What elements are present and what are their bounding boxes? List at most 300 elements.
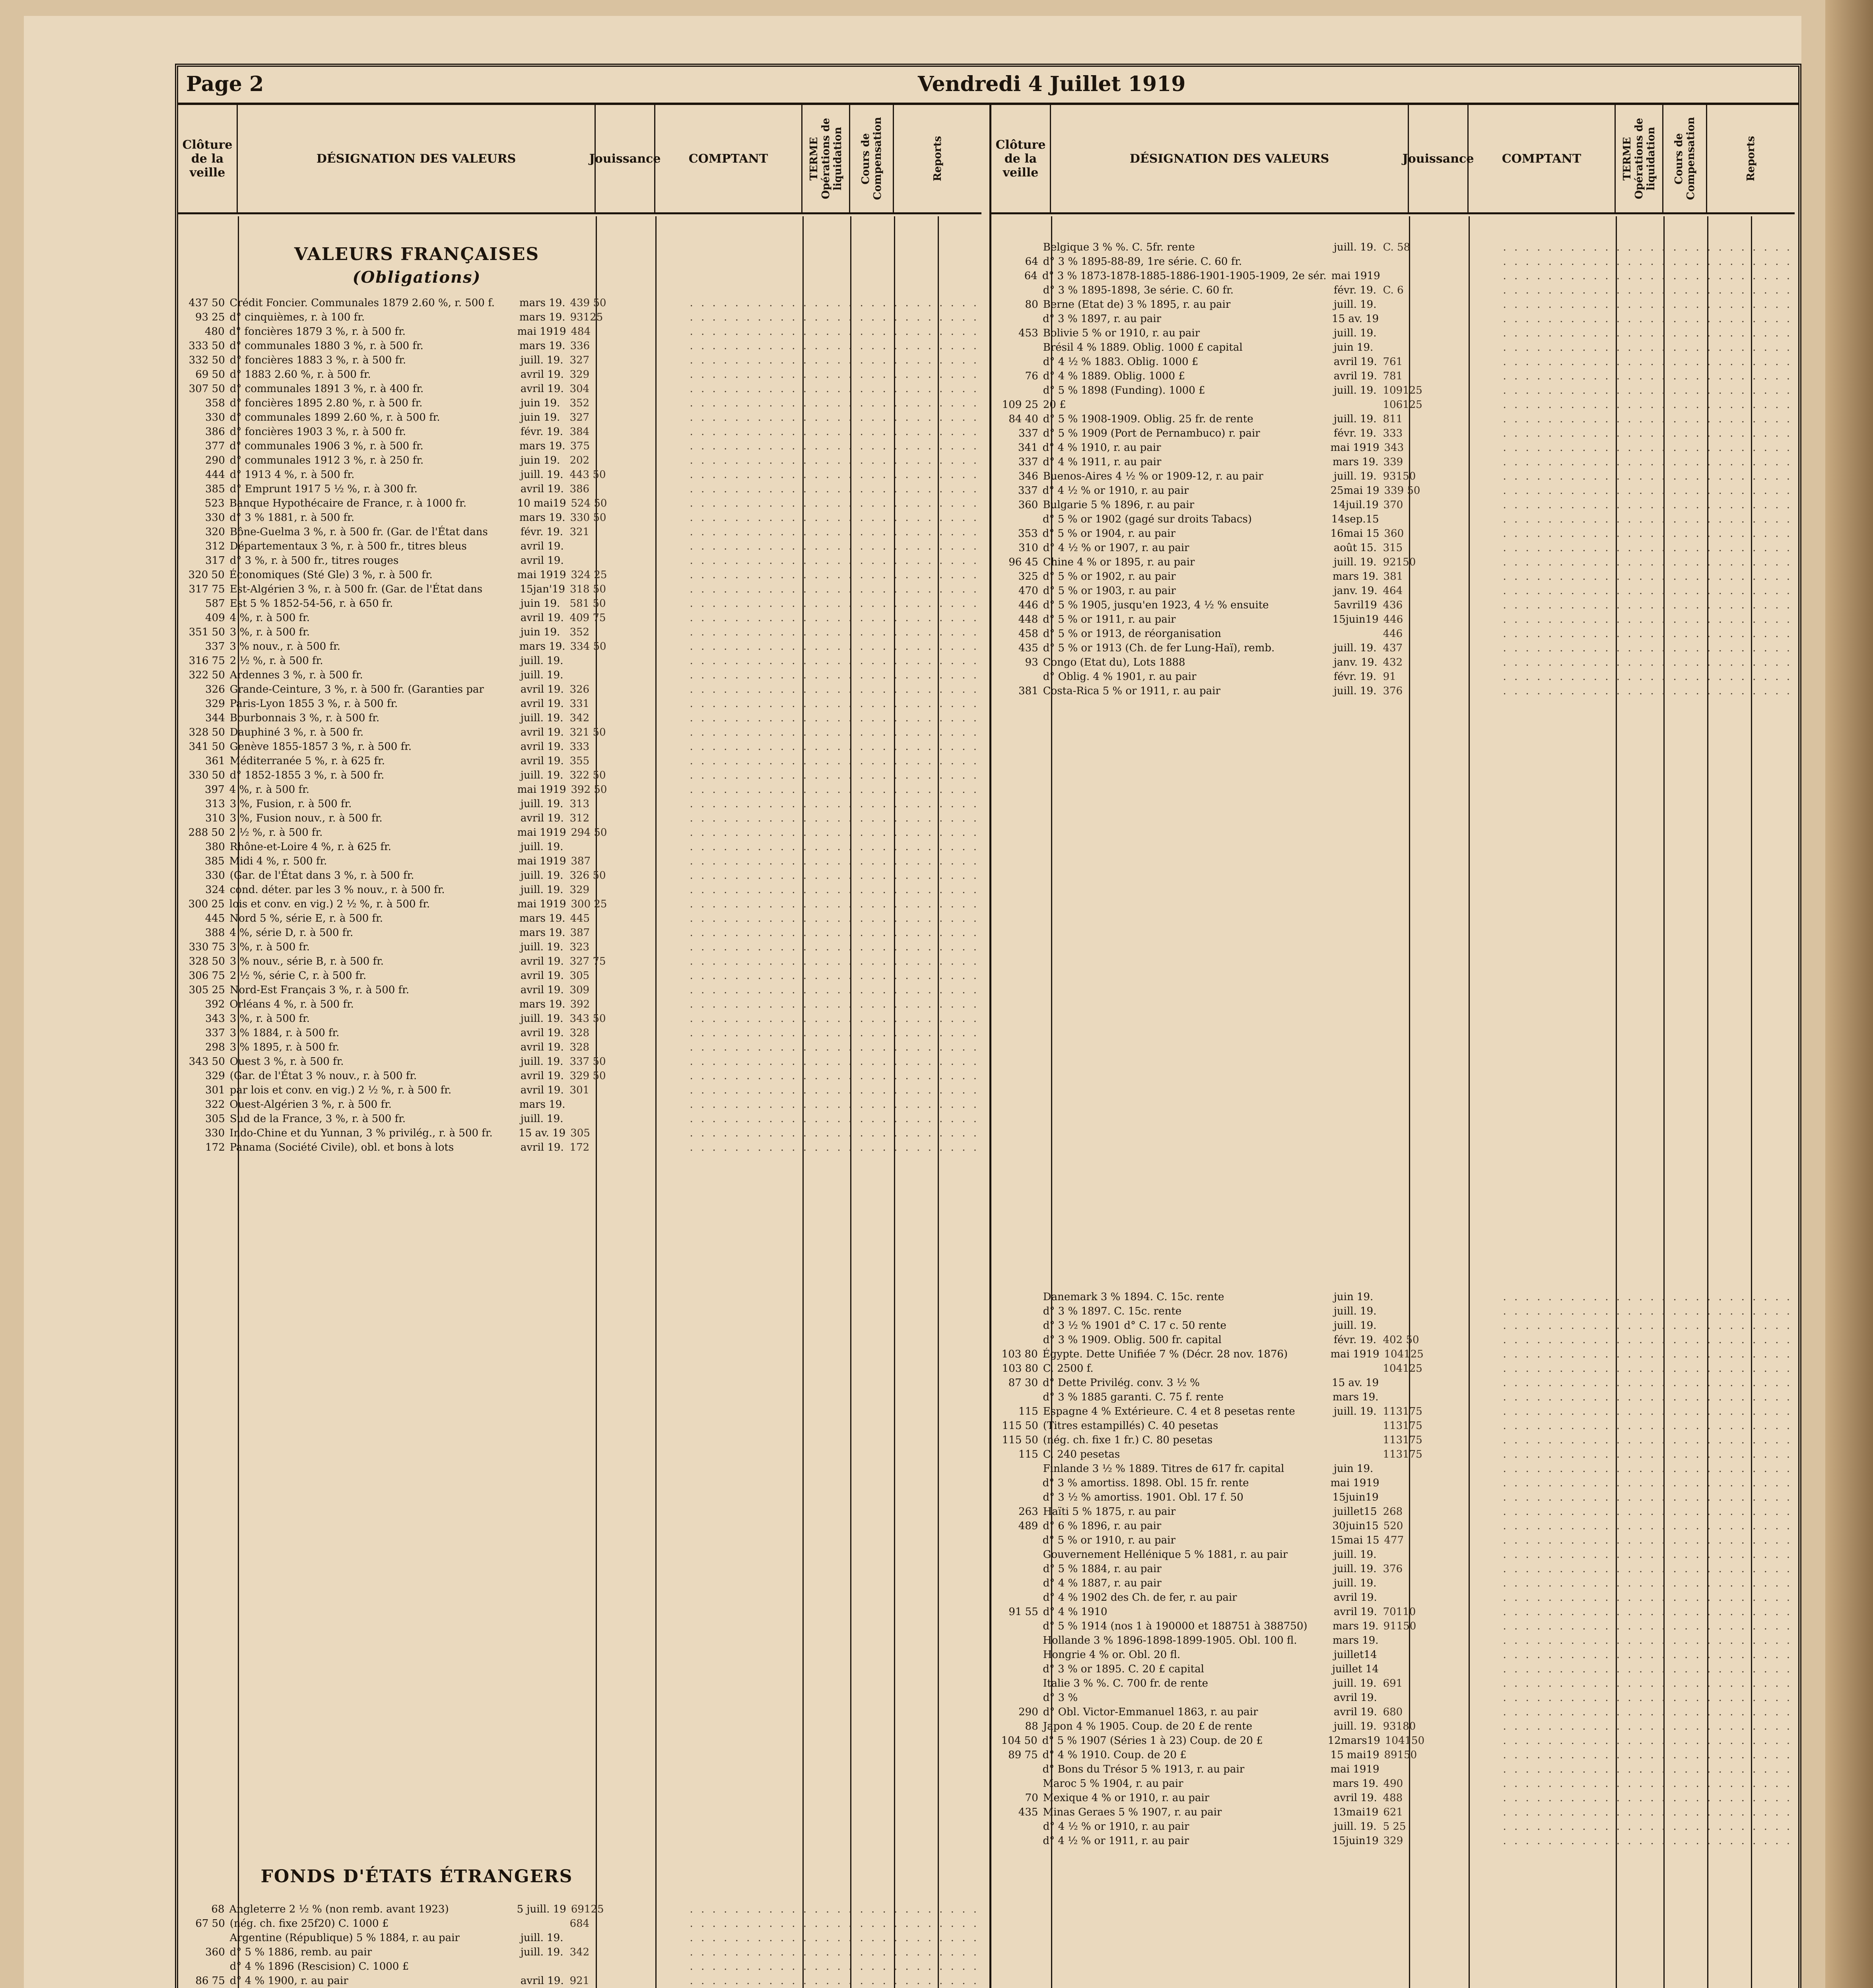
jouissance-date (1331, 254, 1381, 269)
comptant-price: 326 50 (569, 870, 606, 881)
listing-row (178, 1974, 981, 1988)
jouissance-date: févr. 19. (1333, 427, 1376, 439)
cloture-value (991, 1390, 1040, 1404)
listing-row (991, 655, 1795, 670)
jouissance-date: juill. 19. (520, 669, 563, 681)
security-designation: Ouest-Algérien 3 %, r. à 500 fr. (229, 1099, 392, 1110)
jouissance-date: 16mai 15 (1330, 528, 1379, 540)
leader-dots: . . . . . . . . . . . . . . . . . . . . . . . . . . (690, 827, 979, 839)
comptant-price: 309 (569, 984, 590, 996)
comptant-price: 327 75 (569, 955, 606, 967)
leader-dots: . . . . . . . . . . . . . . . . . . . . . . . . . . (1503, 1620, 1792, 1632)
listing-row (991, 1333, 1795, 1347)
leader-dots: . . . . . . . . . . . . . . . . . . . . . . . . . . (690, 483, 979, 495)
security-designation: d° 5 % 1907 (Séries 1 à 23) Coup. de 20 £ (1042, 1735, 1263, 1747)
comptant-price (1381, 1691, 1501, 1705)
jouissance-date: mai 1919 (1331, 270, 1380, 282)
cloture-value: 380 (205, 841, 225, 853)
security-designation: d° Emprunt 1917 5 ½ %, r. à 300 fr. (229, 483, 418, 495)
comptant-price: 376 (1383, 1563, 1403, 1575)
listing-row (991, 1748, 1795, 1762)
cloture-value: 322 (205, 1099, 225, 1110)
jouissance-date: avril 19. (520, 683, 564, 695)
comptant-price: 328 (569, 1027, 590, 1039)
listing-row (178, 969, 981, 983)
cloture-value: 70 (1025, 1792, 1038, 1804)
security-designation: d° 3 % 1895-1898, 3e série. C. 60 fr. (1043, 284, 1234, 296)
listing-row (178, 310, 981, 324)
cloture-value (991, 1691, 1041, 1705)
security-designation: Indo-Chine et du Yunnan, 3 % privilég., r. à 500 fr. (229, 1127, 493, 1139)
security-designation: d° 4 ½ % or 1907, r. au pair (1043, 542, 1189, 554)
jouissance-date: 30juin15 (1332, 1520, 1379, 1532)
listing-row (991, 1347, 1795, 1361)
jouissance-date: mai 1919 (1330, 1348, 1379, 1360)
jouissance-date: mai 1919 (517, 569, 566, 581)
cloture-value: 360 (1018, 499, 1038, 511)
leader-dots: . . . . . . . . . . . . . . . . . . . . . . . . . . (1503, 1706, 1792, 1718)
security-designation: Buenos-Aires 4 ½ % or 1909-12, r. au pair (1043, 470, 1263, 482)
cloture-value: 104 50 (1001, 1735, 1038, 1747)
cloture-value: 392 (205, 998, 225, 1010)
jouissance-date: avril 19. (520, 741, 564, 753)
security-designation: 3 %, r. à 500 fr. (229, 1013, 310, 1025)
comptant-price: C. 6 (1383, 284, 1404, 296)
leader-dots: . . . . . . . . . . . . . . . . . . . . . . . . . . (1503, 556, 1792, 568)
leader-dots: . . . . . . . . . . . . . . . . . . . . . . . . . . (690, 569, 979, 581)
left-rows-b (178, 1902, 981, 1988)
listing-row (991, 598, 1795, 612)
leader-dots: . . . . . . . . . . . . . . . . . . . . . . . . . . (1503, 485, 1792, 497)
security-designation: d° 5 % 1898 (Funding). 1000 £ (1043, 384, 1205, 396)
jouissance-date: avril 19. (1333, 356, 1377, 368)
listing-row (991, 469, 1795, 483)
leader-dots: . . . . . . . . . . . . . . . . . . . . . . . . . . (1503, 1305, 1792, 1317)
comptant-price (1381, 1662, 1501, 1676)
cloture-value: 317 75 (188, 583, 225, 595)
comptant-price: 680 (1383, 1706, 1403, 1718)
cloture-value: 453 (1018, 327, 1038, 339)
security-designation: d° foncières 1883 3 %, r. à 500 fr. (229, 354, 406, 366)
leader-dots: . . . . . . . . . . . . . . . . . . . . . . . . . . (690, 598, 979, 610)
cloture-value: 86 75 (195, 1975, 225, 1987)
header-designation: DÉSIGNATION DES VALEURS (238, 105, 596, 212)
comptant-price: 387 (571, 855, 591, 867)
jouissance-date: juin 19. (1333, 1291, 1374, 1303)
comptant-price: 445 (570, 912, 590, 924)
section-title: FONDS D'ÉTATS ÉTRANGERS (260, 1866, 573, 1887)
listing-row (991, 1519, 1795, 1533)
listing-row (178, 825, 981, 840)
cloture-value: 310 (1018, 542, 1038, 554)
header-designation: DÉSIGNATION DES VALEURS (1051, 105, 1409, 212)
listing-row (178, 496, 981, 511)
comptant-price: 113175 (1383, 1420, 1422, 1432)
jouissance-date: mars 19. (519, 512, 565, 524)
leader-dots: . . . . . . . . . . . . . . . . . . . . . . . . . . (1503, 1520, 1793, 1532)
jouissance-date: mars 19. (1333, 1635, 1379, 1646)
cloture-value (991, 1476, 1040, 1490)
listing-row (178, 1083, 981, 1097)
comptant-price: 355 (569, 755, 590, 767)
leader-dots: . . . . . . . . . . . . . . . . . . . . . . . . . . (690, 497, 979, 509)
comptant-price: 113175 (1383, 1406, 1422, 1417)
leader-dots: . . . . . . . . . . . . . . . . . . . . . . . . . . (690, 1056, 979, 1068)
leader-dots: . . . . . . . . . . . . . . . . . . . . . . . . . . (690, 1013, 979, 1025)
jouissance-date: avril 19. (520, 483, 564, 495)
comptant-price: 781 (1383, 370, 1403, 382)
cloture-value (991, 383, 1041, 398)
leader-dots: . . . . . . . . . . . . . . . . . . . . . . . . . . (1503, 284, 1792, 296)
comptant-price: 323 (569, 941, 590, 953)
security-designation: Économiques (Sté Gle) 3 %, r. à 500 fr. (229, 569, 433, 581)
jouissance-date: avril 19. (520, 1975, 564, 1987)
comptant-price: 321 50 (569, 726, 606, 738)
leader-dots: . . . . . . . . . . . . . . . . . . . . . . . . . . (690, 469, 979, 481)
comptant-price: 761 (1383, 356, 1403, 368)
jouissance-date: juill. 19. (1333, 299, 1377, 311)
cloture-value: 115 50 (1002, 1420, 1038, 1432)
security-designation: Finlande 3 ½ % 1889. Titres de 617 fr. capital (1043, 1463, 1284, 1475)
comptant-price: 437 (1383, 642, 1403, 654)
leader-dots: . . . . . . . . . . . . . . . . . . . . . . . . . . (1503, 1434, 1792, 1446)
left-table-header (178, 105, 981, 214)
leader-dots: . . . . . . . . . . . . . . . . . . . . . . . . . . (1503, 1506, 1792, 1518)
security-designation: (Gar. de l'État 3 % nouv., r. à 500 fr. (229, 1070, 417, 1082)
comptant-price: 318 50 (570, 583, 606, 595)
cloture-value: 444 (205, 469, 225, 481)
cloture-value: 288 50 (188, 827, 225, 839)
security-designation: d° 5 % or 1911, r. au pair (1043, 613, 1176, 625)
comptant-price: 392 (570, 998, 590, 1010)
leader-dots: . . . . . . . . . . . . . . . . . . . . . . . . . . (1503, 1735, 1792, 1747)
leader-dots: . . . . . . . . . . . . . . . . . . . . . . . . . . (690, 970, 979, 982)
security-designation: Orléans 4 %, r. à 500 fr. (229, 998, 354, 1010)
comptant-price: 305 (570, 1127, 590, 1139)
listing-row (991, 612, 1795, 627)
listing-row (991, 627, 1795, 641)
comptant-price: 484 (571, 326, 591, 338)
jouissance-date (518, 1916, 567, 1931)
security-designation: Bulgarie 5 % 1896, r. au pair (1043, 499, 1195, 511)
comptant-price: 384 (569, 426, 590, 438)
leader-dots: . . . . . . . . . . . . . . . . . . . . . . . . . . (690, 1084, 979, 1096)
cloture-value: 87 30 (1008, 1377, 1038, 1389)
comptant-price (567, 840, 688, 854)
leader-dots: . . . . . . . . . . . . . . . . . . . . . . . . . . (690, 784, 979, 796)
leader-dots: . . . . . . . . . . . . . . . . . . . . . . . . . . (690, 898, 979, 910)
jouissance-date: juill. 19. (1333, 1406, 1377, 1417)
leader-dots: . . . . . . . . . . . . . . . . . . . . . . . . . . (690, 1932, 979, 1944)
comptant-price: 370 (1383, 499, 1403, 511)
security-designation: d° 1913 4 %, r. à 500 fr. (229, 469, 355, 481)
jouissance-date: juill. 19. (1333, 1563, 1377, 1575)
jouissance-date: juill. 19. (1333, 1677, 1377, 1689)
comptant-price: 313 (569, 798, 590, 810)
leader-dots: . . . . . . . . . . . . . . . . . . . . . . . . . . (690, 397, 979, 409)
comptant-price: 402 50 (1383, 1334, 1419, 1346)
comptant-price (1381, 1318, 1501, 1333)
comptant-price: 333 (1383, 427, 1403, 439)
security-designation: 3 %, r. à 500 fr. (229, 941, 310, 953)
leader-dots: . . . . . . . . . . . . . . . . . . . . . . . . . . (1503, 1549, 1792, 1561)
comptant-price: 524 50 (571, 497, 607, 509)
leader-dots: . . . . . . . . . . . . . . . . . . . . . . . . . . (690, 383, 979, 395)
leader-dots: . . . . . . . . . . . . . . . . . . . . . . . . . . (1503, 513, 1792, 525)
security-designation: Hongrie 4 % or. Obl. 20 fl. (1043, 1649, 1181, 1661)
right-table-header (991, 105, 1795, 214)
listing-row (991, 1734, 1795, 1748)
jouissance-date: 15juin19 (1332, 613, 1379, 625)
security-designation: d° 4 % 1889. Oblig. 1000 £ (1043, 370, 1185, 382)
cloture-value (991, 283, 1041, 297)
security-designation: Rhône-et-Loire 4 %, r. à 625 fr. (229, 841, 391, 853)
comptant-price: 268 (1383, 1506, 1403, 1518)
listing-row (178, 396, 981, 410)
jouissance-date: juill. 19. (520, 870, 563, 881)
cloture-value: 320 (205, 526, 225, 538)
cloture-value (991, 1676, 1041, 1691)
security-designation: d° 5 % 1886, remb. au pair (229, 1946, 372, 1958)
cloture-value: 290 (1018, 1706, 1038, 1718)
security-designation: d° 4 % 1902 des Ch. de fer, r. au pair (1043, 1592, 1237, 1604)
listing-row (991, 1705, 1795, 1719)
jouissance-date: juill. 19. (1333, 384, 1377, 396)
listing-row (178, 954, 981, 969)
security-designation: d° communales 1912 3 %, r. à 250 fr. (229, 454, 424, 466)
listing-row (991, 1447, 1795, 1462)
comptant-price (1381, 297, 1501, 312)
cloture-value: 337 (205, 1027, 225, 1039)
jouissance-date: 15 av. 19 (1332, 313, 1379, 325)
cloture-value: 103 80 (1002, 1363, 1038, 1375)
cloture-value: 330 (205, 870, 225, 881)
leader-dots: . . . . . . . . . . . . . . . . . . . . . . . . . . (690, 354, 979, 366)
comptant-price: 327 (569, 354, 590, 366)
listing-row (178, 1097, 981, 1112)
security-designation: d° 4 % 1900, r. au pair (229, 1975, 348, 1987)
listing-row (178, 568, 981, 582)
jouissance-date: mai 1919 (1330, 1763, 1379, 1775)
cloture-value: 91 55 (1008, 1606, 1038, 1618)
jouissance-date: avril 19. (520, 612, 564, 624)
jouissance-date: mai 1919 (517, 326, 566, 338)
cloture-value (991, 1533, 1040, 1547)
listing-row (991, 1376, 1795, 1390)
comptant-price: 490 (1383, 1778, 1403, 1790)
security-designation: Méditerranée 5 %, r. à 625 fr. (229, 755, 385, 767)
security-designation: d° 5 % 1884, r. au pair (1043, 1563, 1162, 1575)
security-designation: d° 5 % 1909 (Port de Pernambuco) r. pair (1043, 427, 1260, 439)
cloture-value (991, 670, 1041, 684)
comptant-price: 106125 (1383, 399, 1422, 411)
comptant-price: 172 (569, 1142, 590, 1153)
comptant-price: 300 25 (571, 898, 607, 910)
listing-row (178, 1916, 981, 1931)
listing-row (991, 670, 1795, 684)
listing-row (178, 768, 981, 782)
cloture-value: 93 25 (195, 311, 225, 323)
security-designation: 4 %, r. à 500 fr. (229, 784, 309, 796)
cloture-value (178, 1959, 227, 1974)
security-designation: 2 ½ %, r. à 500 fr. (229, 827, 323, 839)
jouissance-date: mars 19. (519, 998, 565, 1010)
comptant-price: 109125 (1383, 384, 1422, 396)
cloture-value: 115 50 (1002, 1434, 1038, 1446)
listing-row (178, 668, 981, 682)
security-designation: Paris-Lyon 1855 3 %, r. à 500 fr. (229, 698, 398, 710)
listing-row (178, 1054, 981, 1069)
comptant-price: 520 (1383, 1520, 1403, 1532)
comptant-price (1381, 1304, 1501, 1318)
jouissance-date: mai 1919 (517, 855, 566, 867)
leader-dots: . . . . . . . . . . . . . . . . . . . . . . . . . . (690, 741, 979, 753)
leader-dots: . . . . . . . . . . . . . . . . . . . . . . . . . . (1503, 1377, 1792, 1389)
cloture-value: 93 (1025, 656, 1038, 668)
security-designation: Belgique 3 % %. C. 5fr. rente (1043, 241, 1195, 253)
header-reports: Reports (932, 136, 944, 182)
security-designation: d° communales 1906 3 %, r. à 500 fr. (229, 440, 424, 452)
comptant-price: 304 (569, 383, 590, 395)
cloture-value: 351 50 (188, 626, 225, 638)
leader-dots: . . . . . . . . . . . . . . . . . . . . . . . . . . (690, 870, 979, 881)
stock-listing-sheet (175, 64, 1801, 1988)
comptant-price: 330 50 (570, 512, 606, 524)
comptant-price: 392 50 (571, 784, 607, 796)
cloture-value: 67 50 (195, 1918, 225, 1930)
comptant-price: 89150 (1384, 1749, 1417, 1761)
jouissance-date: mars 19. (1333, 1620, 1379, 1632)
security-designation: Ouest 3 %, r. à 500 fr. (229, 1056, 344, 1068)
leader-dots: . . . . . . . . . . . . . . . . . . . . . . . . . . (690, 1113, 979, 1125)
listing-row (991, 1819, 1795, 1834)
cloture-value (991, 1462, 1041, 1476)
comptant-price: 334 50 (570, 641, 606, 652)
jouissance-date: mars 19. (519, 912, 565, 924)
listing-row (991, 1404, 1795, 1419)
cloture-value: 328 50 (188, 955, 225, 967)
jouissance-date: juill. 19. (520, 1056, 563, 1068)
comptant-price: 811 (1383, 413, 1403, 425)
jouissance-date: avril 19. (1333, 1706, 1377, 1718)
leader-dots: . . . . . . . . . . . . . . . . . . . . . . . . . . (690, 612, 979, 624)
leader-dots: . . . . . . . . . . . . . . . . . . . . . . . . . . (1503, 1420, 1792, 1432)
jouissance-date: janv. 19. (1333, 585, 1378, 597)
comptant-price: 439 50 (570, 297, 606, 309)
cloture-value: 330 (205, 1127, 225, 1139)
listing-row (991, 1590, 1795, 1605)
listing-row (991, 1648, 1795, 1662)
listing-row (991, 1505, 1795, 1519)
cloture-value: 316 75 (188, 655, 225, 667)
leader-dots: . . . . . . . . . . . . . . . . . . . . . . . . . . (1503, 1821, 1792, 1833)
security-designation: Panama (Société Civile), obl. et bons à lots (229, 1142, 454, 1153)
listing-row (991, 1462, 1795, 1476)
leader-dots: . . . . . . . . . . . . . . . . . . . . . . . . . . (690, 1027, 979, 1039)
security-designation: 2 ½ %, série C, r. à 500 fr. (229, 970, 367, 982)
jouissance-date: avril 19. (520, 698, 564, 710)
cloture-value: 307 50 (188, 383, 225, 395)
leader-dots: . . . . . . . . . . . . . . . . . . . . . . . . . . (690, 683, 979, 695)
security-designation: d° 4 ½ % or 1910, r. au pair (1043, 1821, 1189, 1833)
cloture-value: 330 (205, 412, 225, 423)
cloture-value (991, 340, 1041, 355)
listing-row (991, 340, 1795, 355)
leader-dots: . . . . . . . . . . . . . . . . . . . . . . . . . . (690, 655, 979, 667)
cloture-value: 337 (1018, 427, 1038, 439)
security-designation: d° foncières 1895 2.80 %, r. à 500 fr. (229, 397, 423, 409)
jouissance-date (1331, 1433, 1381, 1447)
listing-row (178, 1945, 981, 1959)
security-designation: Sud de la France, 3 %, r. à 500 fr. (229, 1113, 406, 1125)
jouissance-date: juin 19. (520, 598, 560, 610)
leader-dots: . . . . . . . . . . . . . . . . . . . . . . . . . . (690, 955, 979, 967)
security-designation: Genève 1855-1857 3 %, r. à 500 fr. (229, 741, 412, 753)
comptant-price: 352 (569, 397, 590, 409)
cloture-value: 313 (205, 798, 225, 810)
cloture-value: 360 (205, 1946, 225, 1958)
listing-row (991, 1490, 1795, 1505)
jouissance-date: juillet 14 (1332, 1663, 1379, 1675)
listing-row (178, 410, 981, 425)
listing-row (991, 1290, 1795, 1304)
leader-dots: . . . . . . . . . . . . . . . . . . . . . . . . . . (1503, 427, 1792, 439)
jouissance-date: juill. 19. (520, 354, 563, 366)
listing-row (178, 1069, 981, 1083)
leader-dots: . . . . . . . . . . . . . . . . . . . . . . . . . . (1503, 585, 1792, 597)
jouissance-date: juill. 19. (520, 469, 563, 481)
security-designation: Banque Hypothécaire de France, r. à 1000 fr. (229, 497, 466, 509)
listing-row (178, 926, 981, 940)
jouissance-date: juill. 19. (1333, 556, 1377, 568)
header-cloture: Clôture de la veille (178, 105, 238, 212)
cloture-value: 446 (1018, 599, 1038, 611)
jouissance-date: juin 19. (520, 454, 560, 466)
listing-row (178, 596, 981, 611)
comptant-price: 329 (1383, 1835, 1403, 1847)
comptant-price: 327 (569, 412, 590, 423)
comptant-price: 329 (569, 369, 590, 381)
listing-row (991, 1576, 1795, 1590)
security-designation: d° 3 % amortiss. 1898. Obl. 15 fr. rente (1042, 1477, 1249, 1489)
cloture-value: 325 (1018, 571, 1038, 582)
listing-row (991, 1419, 1795, 1433)
listing-row (991, 1318, 1795, 1333)
cloture-value: 306 75 (188, 970, 225, 982)
jouissance-date: janv. 19. (1333, 656, 1378, 668)
cloture-value: 587 (205, 598, 225, 610)
security-designation: d° 3 % 1873-1878-1885-1886-1901-1905-1909, 2e sér. (1042, 270, 1327, 282)
jouissance-date: mars 19. (519, 340, 565, 352)
comptant-price (1381, 1547, 1501, 1562)
listing-row (178, 1011, 981, 1026)
jouissance-date: juill. 19. (520, 1932, 563, 1944)
listing-row (991, 498, 1795, 512)
security-designation: 3 %, Fusion nouv., r. à 500 fr. (229, 812, 383, 824)
security-designation: Bourbonnais 3 %, r. à 500 fr. (229, 712, 380, 724)
security-designation: d° 5 % or 1913 (Ch. de fer Lung-Haï), remb. (1043, 642, 1275, 654)
leader-dots: . . . . . . . . . . . . . . . . . . . . . . . . . . (1503, 1477, 1792, 1489)
security-designation: d° Dette Privilég. conv. 3 ½ % (1043, 1377, 1200, 1389)
listing-row (991, 398, 1795, 412)
comptant-price (1381, 1476, 1500, 1490)
security-designation: d° 5 % or 1904, r. au pair (1042, 528, 1175, 540)
cloture-value: 435 (1018, 1806, 1038, 1818)
cloture-value: 317 (205, 555, 225, 567)
listing-row (991, 1791, 1795, 1805)
leader-dots: . . . . . . . . . . . . . . . . . . . . . . . . . . (690, 555, 979, 567)
listing-row (991, 1633, 1795, 1648)
